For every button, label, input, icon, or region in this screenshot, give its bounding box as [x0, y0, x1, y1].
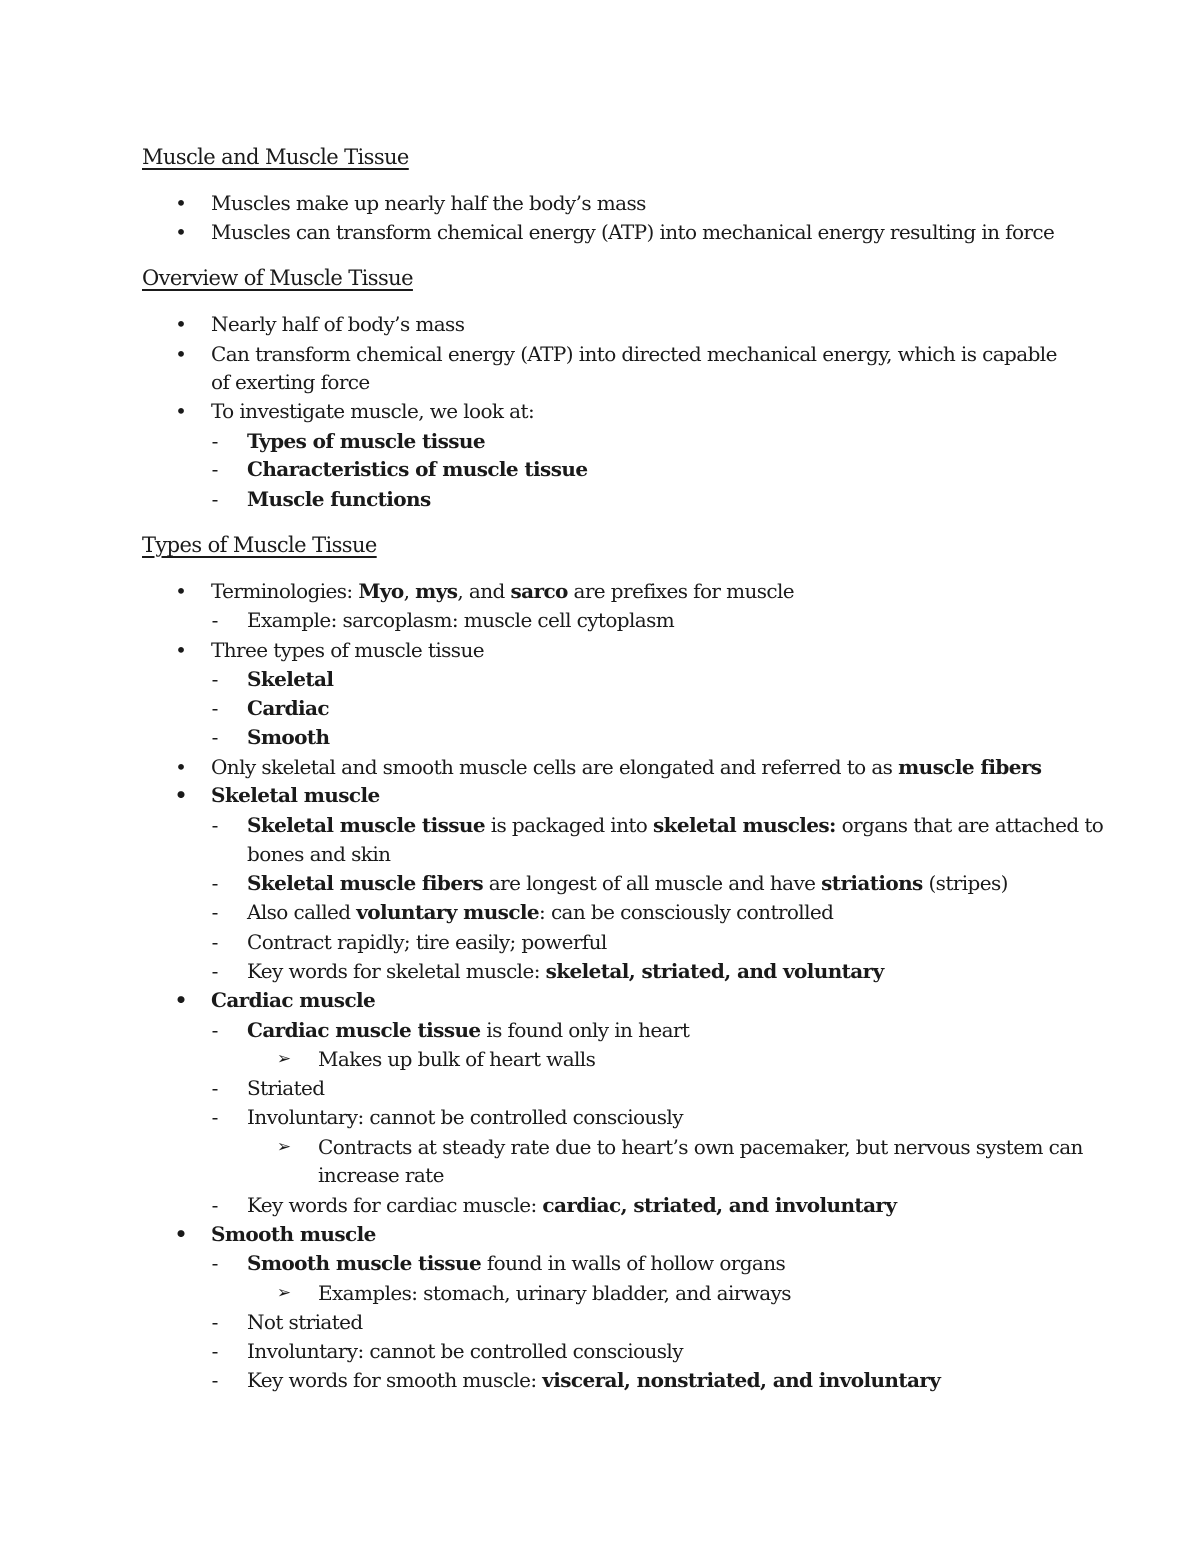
cardiac-line: Cardiac muscle tissue is found only in heart — [247, 1018, 690, 1042]
bullet-marker: • — [175, 399, 187, 423]
dash-marker: - — [211, 930, 219, 954]
bullet-text: Muscles can transform chemical energy (ATP) into mechanical energy resulting in force — [211, 220, 1055, 244]
cardiac-subline: Makes up bulk of heart walls — [318, 1047, 596, 1071]
type-smooth: Smooth — [247, 725, 330, 749]
dash-marker: - — [211, 1018, 219, 1042]
skeletal-title: Skeletal muscle — [211, 783, 380, 807]
dash-marker: - — [211, 487, 219, 511]
bullet-text: Can transform chemical energy (ATP) into directed mechanical energy, which is capable — [211, 342, 1057, 366]
smooth-line: Not striated — [247, 1310, 363, 1334]
heading-muscle-and-muscle-tissue: Muscle and Muscle Tissue — [142, 145, 409, 169]
terminologies-line: Terminologies: Myo, mys, and sarco are prefixes for muscle — [211, 579, 795, 603]
cardiac-line: Striated — [247, 1076, 325, 1100]
cardiac-title: Cardiac muscle — [211, 988, 376, 1012]
arrow-marker: ➢ — [276, 1283, 292, 1303]
bullet-text-continuation: of exerting force — [211, 370, 370, 394]
bullet-marker: • — [175, 638, 187, 662]
elongated-line: Only skeletal and smooth muscle cells are elongated and referred to as muscle fibers — [211, 755, 1042, 779]
bullet-text: Nearly half of body’s mass — [211, 312, 465, 336]
smooth-line: Involuntary: cannot be controlled consciously — [247, 1339, 683, 1363]
cardiac-keywords: Key words for cardiac muscle: cardiac, striated, and involuntary — [247, 1193, 897, 1217]
dash-marker: - — [211, 900, 219, 924]
smooth-keywords: Key words for smooth muscle: visceral, nonstriated, and involuntary — [247, 1368, 941, 1392]
arrow-marker: ➢ — [276, 1049, 292, 1069]
skeletal-line: Skeletal muscle tissue is packaged into skeletal muscles: organs that are attached to — [247, 813, 1104, 837]
dash-marker: - — [211, 608, 219, 632]
heading-overview-of-muscle-tissue: Overview of Muscle Tissue — [142, 266, 413, 290]
smooth-line: Smooth muscle tissue found in walls of hollow organs — [247, 1251, 786, 1275]
dash-marker: - — [211, 1310, 219, 1334]
cardiac-subline: Contracts at steady rate due to heart’s own pacemaker, but nervous system can — [318, 1135, 1083, 1159]
bullet-marker: • — [175, 579, 187, 603]
skeletal-keywords: Key words for skeletal muscle: skeletal, striated, and voluntary — [247, 959, 884, 983]
dash-marker: - — [211, 667, 219, 691]
bullet-text: To investigate muscle, we look at: — [211, 399, 535, 423]
dash-marker: - — [211, 725, 219, 749]
cardiac-subline-continuation: increase rate — [318, 1163, 444, 1187]
dash-marker: - — [211, 1368, 219, 1392]
dash-marker: - — [211, 457, 219, 481]
dash-marker: - — [211, 1251, 219, 1275]
bullet-marker: • — [174, 1222, 188, 1246]
heading-types-of-muscle-tissue: Types of Muscle Tissue — [142, 533, 377, 557]
skeletal-line: Skeletal muscle fibers are longest of all muscle and have striations (stripes) — [247, 871, 1008, 895]
dash-marker: - — [211, 1105, 219, 1129]
example-text: Example: sarcoplasm: muscle cell cytoplasm — [247, 608, 675, 632]
smooth-subline: Examples: stomach, urinary bladder, and airways — [318, 1281, 791, 1305]
subitem-text: Characteristics of muscle tissue — [247, 457, 588, 481]
dash-marker: - — [211, 696, 219, 720]
bullet-marker: • — [175, 755, 187, 779]
dash-marker: - — [211, 429, 219, 453]
bullet-text: Muscles make up nearly half the body’s mass — [211, 191, 646, 215]
subitem-text: Types of muscle tissue — [247, 429, 485, 453]
smooth-title: Smooth muscle — [211, 1222, 376, 1246]
bullet-text: Three types of muscle tissue — [211, 638, 484, 662]
type-skeletal: Skeletal — [247, 667, 334, 691]
bullet-marker: • — [175, 220, 187, 244]
skeletal-line-continuation: bones and skin — [247, 842, 391, 866]
bullet-marker: • — [175, 191, 187, 215]
arrow-marker: ➢ — [276, 1137, 292, 1157]
cardiac-line: Involuntary: cannot be controlled consciously — [247, 1105, 683, 1129]
subitem-text: Muscle functions — [247, 487, 431, 511]
dash-marker: - — [211, 959, 219, 983]
dash-marker: - — [211, 1339, 219, 1363]
bullet-marker: • — [174, 783, 188, 807]
bullet-marker: • — [175, 312, 187, 336]
skeletal-line: Contract rapidly; tire easily; powerful — [247, 930, 607, 954]
dash-marker: - — [211, 871, 219, 895]
dash-marker: - — [211, 813, 219, 837]
type-cardiac: Cardiac — [247, 696, 329, 720]
bullet-marker: • — [175, 342, 187, 366]
bullet-marker: • — [174, 988, 188, 1012]
skeletal-line: Also called voluntary muscle: can be consciously controlled — [247, 900, 834, 924]
dash-marker: - — [211, 1193, 219, 1217]
dash-marker: - — [211, 1076, 219, 1100]
